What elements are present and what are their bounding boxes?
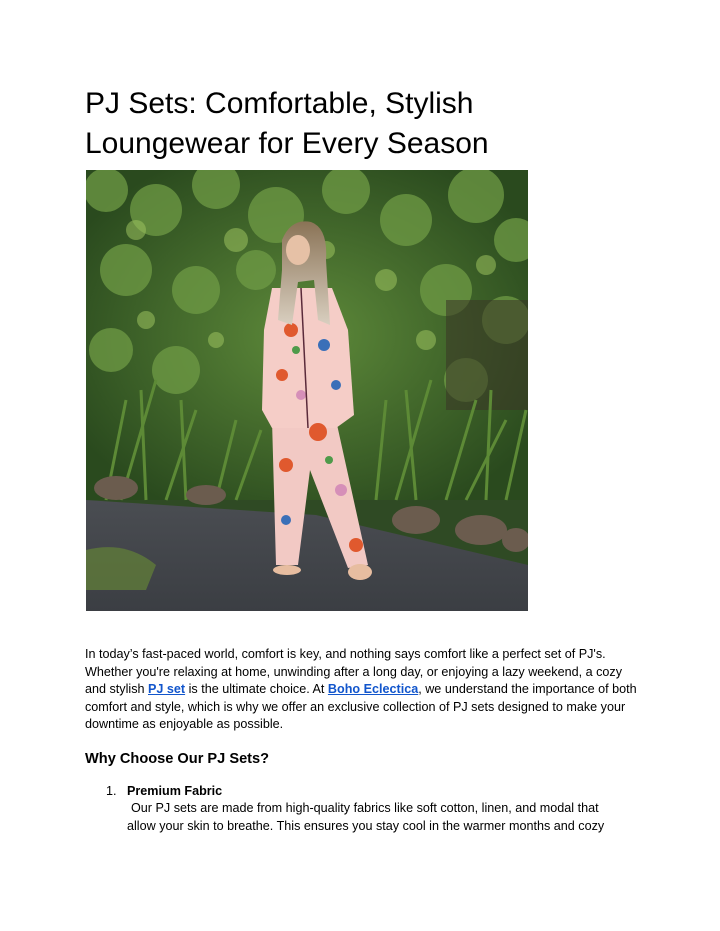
reasons-list	[85, 783, 645, 835]
intro-paragraph	[85, 646, 645, 734]
list-item	[85, 783, 645, 835]
list-item-number: 1.	[106, 784, 117, 798]
boho-eclectica-link[interactable]: Boho Eclectica	[327, 682, 419, 697]
list-item-title: Premium Fabric	[127, 784, 223, 798]
section-heading: Why Choose Our PJ Sets?	[85, 751, 270, 767]
page-title: PJ Sets: Comfortable, Stylish Loungewear for Every Season	[85, 87, 489, 160]
intro-text-3: , we understand the importance of both comfort and style, which is why we offer an exclusive collection of PJ sets designed to make your downtime as enjoyable as possible.	[85, 682, 637, 732]
list-item-body-line-1: Our PJ sets are made from high-quality fabrics like soft cotton, linen, and modal that	[131, 801, 599, 816]
pj-set-link[interactable]: PJ set	[148, 682, 186, 697]
list-item-body-line-2: allow your skin to breathe. This ensures you stay cool in the warmer months and cozy	[127, 818, 605, 833]
intro-text-1: In today’s fast-paced world, comfort is key, and nothing says comfort like a perfect set of PJ's. Whether you're relaxing at home, unwinding after a long day, or enjoying a lazy weekend, a cozy and stylish	[85, 647, 623, 697]
photo-illustration	[86, 170, 528, 611]
intro-text-2: is the ultimate choice. At	[185, 682, 328, 697]
woman-in-floral-pj-set-photo	[86, 170, 528, 611]
